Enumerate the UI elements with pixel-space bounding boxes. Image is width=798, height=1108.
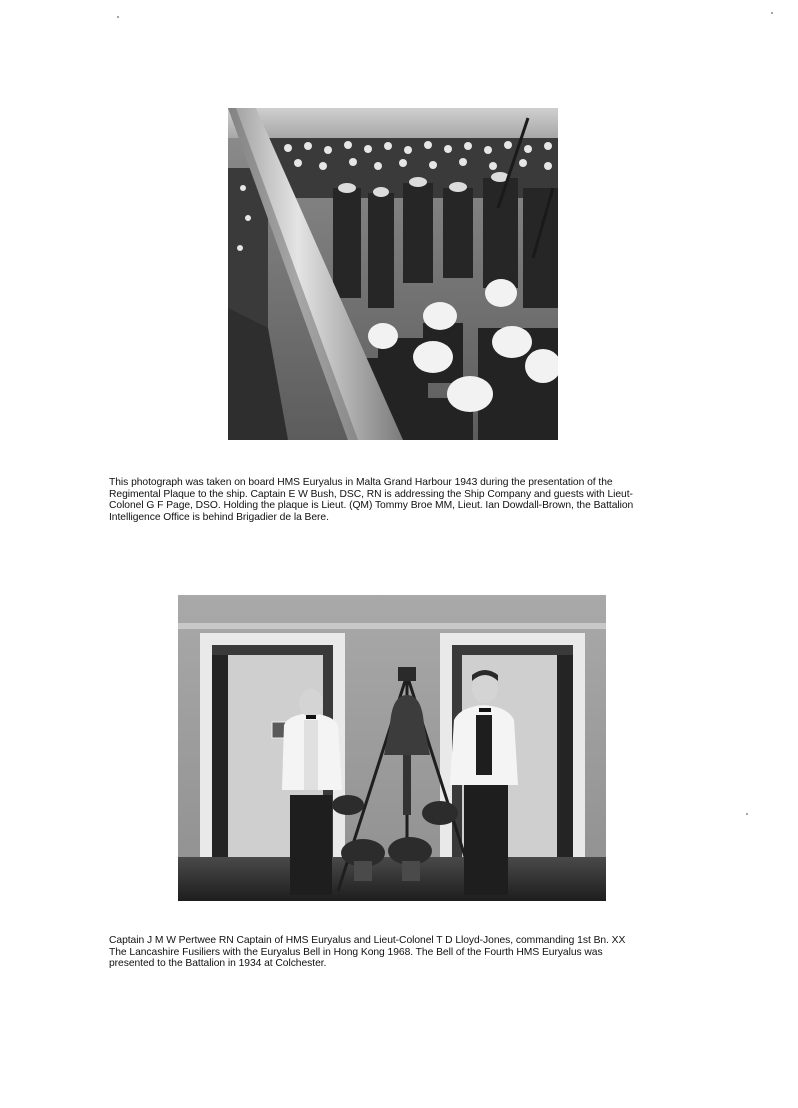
caption-line: This photograph was taken on board HMS Euryalus in Malta Grand Harbour 1943 during the presentation of the xyxy=(109,477,613,488)
scan-speck xyxy=(771,12,773,14)
caption-line: Regimental Plaque to the ship. Captain E W Bush, DSC, RN is addressing the Ship Company and guests with Lieut- xyxy=(109,488,633,500)
caption-line: Colonel G F Page, DSO. Holding the plaque is Lieut. (QM) Tommy Broe MM, Lieut. Ian Dowdall-Brown, the Battalion xyxy=(109,500,634,512)
photo2-image xyxy=(178,595,606,901)
caption-line: The Lancashire Fusiliers with the Euryalus Bell in Hong Kong 1968. The Bell of the Fourth HMS Euryalus was xyxy=(109,946,603,958)
captains-with-euryalus-bell-photo xyxy=(178,595,606,901)
presentation-of-regimental-plaque-photo xyxy=(228,108,558,440)
photo1-caption xyxy=(109,477,709,523)
caption-line: Intelligence Office is behind Brigadier de la Bere. xyxy=(109,511,329,523)
scan-speck xyxy=(117,16,119,18)
photo1-image xyxy=(228,108,558,440)
photo2-caption xyxy=(109,935,669,970)
caption-line: Captain J M W Pertwee RN Captain of HMS Euryalus and Lieut-Colonel T D Lloyd-Jones, commanding 1st Bn. XX xyxy=(109,935,626,946)
caption-line: presented to the Battalion in 1934 at Colchester. xyxy=(109,958,327,970)
scan-speck xyxy=(746,813,748,815)
